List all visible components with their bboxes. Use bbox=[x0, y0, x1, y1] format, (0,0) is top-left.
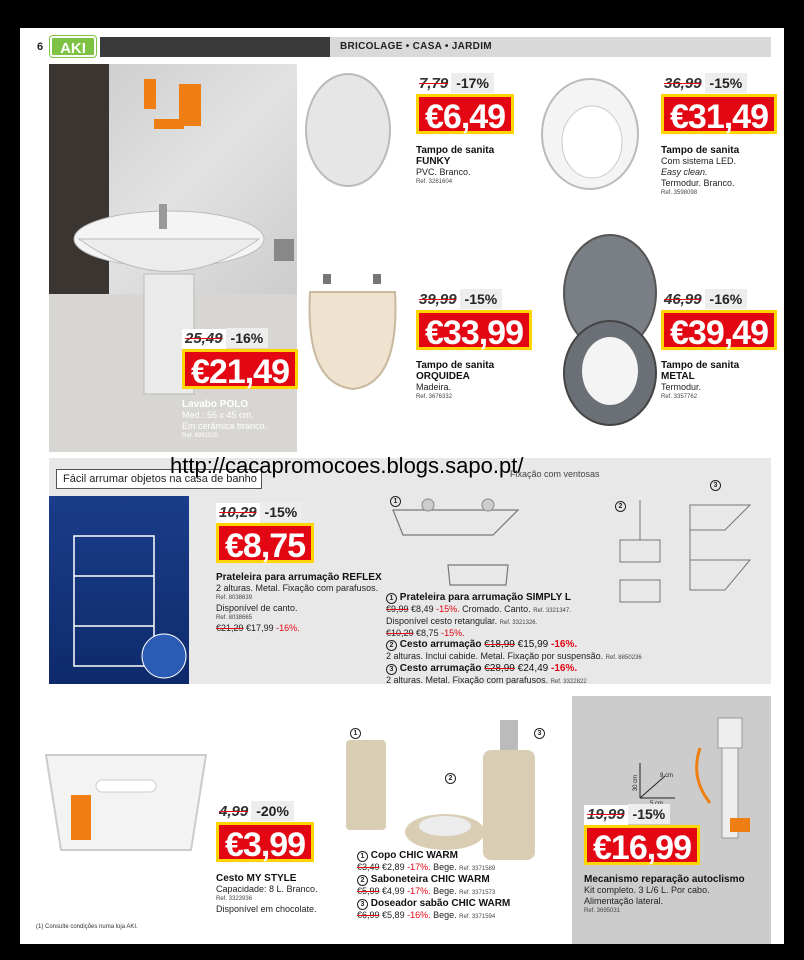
chic-price1: €3,49 €2,89 -17%. Bege. Ref. 3371589 bbox=[357, 862, 496, 872]
item-marker-3: 3 bbox=[710, 480, 721, 491]
reflex-ref1: Ref. 8038639 bbox=[216, 595, 253, 601]
funky-seat-image bbox=[302, 70, 402, 200]
orquidea-old-price: 39,99 bbox=[416, 290, 460, 310]
chic-price2: €5,99 €4,99 -17%. Bege. Ref. 3371573 bbox=[357, 886, 496, 896]
mystyle-price-tag bbox=[216, 801, 314, 862]
simply-name1: 1 Prateleira para arrumação SIMPLY L bbox=[386, 592, 776, 604]
metal-price: €39,49 bbox=[661, 310, 777, 350]
chic-name2: 2 Saboneteira CHIC WARM bbox=[357, 874, 567, 886]
lavabo-info bbox=[182, 399, 292, 441]
metal-ref: Ref. 3357762 bbox=[661, 394, 698, 400]
chic-price3: €6,99 €5,89 -16%. Bege. Ref. 3371594 bbox=[357, 910, 496, 920]
mecanismo-info bbox=[584, 874, 770, 916]
simply-price1: €9,99 €8,49 -15%. Cromado. Canto. Ref. 3321347. bbox=[386, 604, 571, 614]
metal-desc: Termodur. bbox=[661, 382, 702, 392]
lavabo-discount: -16% bbox=[226, 328, 269, 348]
lavabo-desc2: Em cerâmica branco. bbox=[182, 421, 268, 431]
metal-name2: METAL bbox=[661, 371, 695, 382]
dim-height: 30 cm bbox=[633, 774, 640, 792]
funky-info bbox=[416, 145, 536, 187]
orquidea-discount: -15% bbox=[460, 289, 503, 309]
led-price: €31,49 bbox=[661, 94, 777, 134]
mecanismo-desc1: Kit completo. 3 L/6 L. Por cabo. bbox=[584, 885, 710, 895]
catalog-page bbox=[20, 28, 784, 944]
lavabo-photo bbox=[49, 64, 297, 452]
dim-width: 9 cm bbox=[660, 773, 674, 779]
reflex-discount: -15% bbox=[260, 502, 303, 522]
reflex-price-tag bbox=[216, 502, 314, 563]
funky-price: €6,49 bbox=[416, 94, 514, 134]
simply-shelf-image bbox=[388, 490, 528, 600]
orquidea-desc: Madeira. bbox=[416, 382, 452, 392]
funky-old-price: 7,79 bbox=[416, 74, 451, 94]
simply-avail: Disponível cesto retangular. Ref. 3321326. bbox=[386, 616, 538, 626]
mystyle-old-price: 4,99 bbox=[216, 802, 251, 822]
funky-price-tag bbox=[416, 73, 514, 134]
metal-discount: -16% bbox=[705, 289, 748, 309]
led-desc1: Com sistema LED. bbox=[661, 156, 737, 166]
reflex-desc: 2 alturas. Metal. Fixação com parafusos. bbox=[216, 583, 379, 593]
page-number: 6 bbox=[37, 41, 44, 53]
chic-info bbox=[357, 850, 567, 922]
mecanismo-price: €16,99 bbox=[584, 825, 700, 865]
led-price-tag bbox=[661, 73, 777, 134]
mystyle-discount: -20% bbox=[251, 801, 294, 821]
reflex-desc2: Disponível de canto. bbox=[216, 603, 298, 613]
chic-marker-2: 2 bbox=[445, 773, 456, 784]
led-desc3: Termodur. Branco. bbox=[661, 178, 735, 188]
mecanismo-ref: Ref. 3695031 bbox=[584, 908, 621, 914]
led-old-price: 36,99 bbox=[661, 74, 705, 94]
section-title: BRICOLAGE • CASA • JARDIM bbox=[330, 37, 771, 57]
metal-name1: Tampo de sanita bbox=[661, 360, 740, 371]
lavabo-price-tag bbox=[182, 328, 298, 389]
led-seat-image bbox=[530, 72, 650, 202]
mecanismo-name: Mecanismo reparação autoclismo bbox=[584, 874, 745, 885]
lavabo-price: €21,49 bbox=[182, 349, 298, 389]
reflex-info bbox=[216, 572, 396, 634]
watermark-url: http://cacapromocoes.blogs.sapo.pt/ bbox=[170, 453, 524, 478]
orquidea-seat-image bbox=[305, 274, 405, 394]
cesto2-name: 2 Cesto arrumação €18,99 €15,99 -16%. bbox=[386, 639, 776, 651]
chic-marker-3: 3 bbox=[534, 728, 545, 739]
cesto2-desc: 2 alturas. Inclui cabide. Metal. Fixação por suspensão. Ref. 8850236 bbox=[386, 651, 642, 661]
lavabo-name: Lavabo POLO bbox=[182, 399, 249, 410]
lavabo-desc1: Med.: 56 x 45 cm. bbox=[182, 410, 254, 420]
simply-info bbox=[386, 592, 776, 687]
item-marker-2: 2 bbox=[615, 501, 626, 512]
chic-name3: 3 Doseador sabão CHIC WARM bbox=[357, 898, 567, 910]
metal-seat-image bbox=[560, 233, 660, 429]
mecanismo-discount: -15% bbox=[628, 804, 671, 824]
reflex-name: Prateleira para arrumação REFLEX bbox=[216, 572, 382, 583]
orquidea-ref: Ref. 3676332 bbox=[416, 394, 453, 400]
orquidea-info bbox=[416, 360, 536, 402]
mystyle-name: Cesto MY STYLE bbox=[216, 873, 297, 884]
cesto3-desc: 2 alturas. Metal. Fixação com parafusos. Ref. 3322822 bbox=[386, 675, 587, 685]
mystyle-basket-image bbox=[36, 740, 216, 860]
aki-logo: AKI bbox=[50, 36, 96, 57]
led-name: Tampo de sanita bbox=[661, 145, 740, 156]
mecanismo-desc2: Alimentação lateral. bbox=[584, 896, 664, 906]
metal-price-tag bbox=[661, 289, 777, 350]
orquidea-price-tag bbox=[416, 289, 532, 350]
orquidea-name1: Tampo de sanita bbox=[416, 360, 495, 371]
funky-ref: Ref. 3261604 bbox=[416, 179, 453, 185]
footnote: (1) Consulte condições numa loja AKI. bbox=[36, 924, 138, 930]
cesto3-name: 3 Cesto arrumação €28,99 €24,49 -16%. bbox=[386, 663, 776, 675]
mystyle-info bbox=[216, 873, 356, 915]
chic-warm-image bbox=[340, 720, 550, 870]
mystyle-price: €3,99 bbox=[216, 822, 314, 862]
led-ref: Ref. 3598098 bbox=[661, 190, 698, 196]
reflex-old-price: 10,29 bbox=[216, 503, 260, 523]
orquidea-name2: ORQUIDEA bbox=[416, 371, 470, 382]
lavabo-ref: Ref. 8991025 bbox=[182, 433, 219, 439]
orquidea-price: €33,99 bbox=[416, 310, 532, 350]
led-discount: -15% bbox=[705, 73, 748, 93]
lavabo-old-price: 25,49 bbox=[182, 329, 226, 349]
led-info bbox=[661, 145, 781, 198]
reflex-image bbox=[49, 496, 189, 684]
funky-desc: PVC. Branco. bbox=[416, 167, 471, 177]
simply-price1b: €10,29 €8,75 -15%. bbox=[386, 628, 465, 638]
washbasin-illustration bbox=[49, 64, 297, 452]
mystyle-ref: Ref. 3323936 bbox=[216, 896, 253, 902]
chic-marker-1: 1 bbox=[350, 728, 361, 739]
mecanismo-old-price: 19,99 bbox=[584, 805, 628, 825]
funky-name1: Tampo de sanita bbox=[416, 145, 495, 156]
reflex-price2: €21,29 €17,99 -16%. bbox=[216, 623, 300, 633]
led-desc2: Easy clean. bbox=[661, 167, 708, 177]
mystyle-desc2: Disponível em chocolate. bbox=[216, 904, 317, 914]
storage-banner: Fácil arrumar objetos na casa de banho bbox=[56, 469, 262, 489]
metal-old-price: 46,99 bbox=[661, 290, 705, 310]
mystyle-desc1: Capacidade: 8 L. Branco. bbox=[216, 884, 318, 894]
metal-info bbox=[661, 360, 781, 402]
mecanismo-price-tag bbox=[584, 804, 700, 865]
funky-discount: -17% bbox=[451, 73, 494, 93]
item-marker-1: 1 bbox=[390, 496, 401, 507]
reflex-ref2: Ref. 8038665 bbox=[216, 615, 253, 621]
funky-name2: FUNKY bbox=[416, 156, 451, 167]
chic-name1: 1 Copo CHIC WARM bbox=[357, 850, 567, 862]
fixation-label: Fixação com ventosas bbox=[510, 469, 600, 479]
reflex-price: €8,75 bbox=[216, 523, 314, 563]
